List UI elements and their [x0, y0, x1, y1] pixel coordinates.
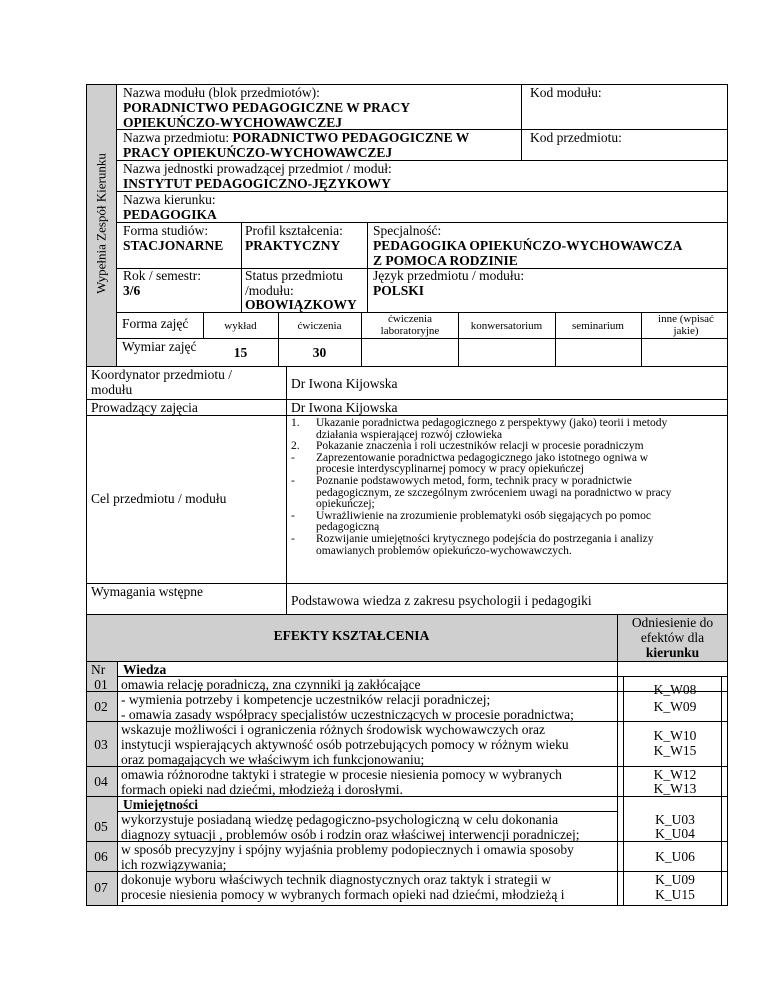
- effect-nr: 06: [94, 849, 108, 864]
- scope-value: 15: [233, 345, 248, 360]
- instructor-value: Dr Iwona Kijowska: [291, 400, 398, 415]
- effect-nr: 03: [94, 737, 108, 752]
- rule: [117, 661, 118, 906]
- goal-marker: 1.: [291, 417, 300, 429]
- class-header: seminarium: [572, 320, 624, 332]
- effect-nr: 04: [94, 774, 108, 789]
- specialty-label: Specjalność:: [373, 223, 442, 238]
- subject-label: Nazwa przedmiotu:: [123, 130, 230, 145]
- study-form-value: STACJONARNE: [123, 238, 224, 253]
- goal-text: pedagogiczną: [316, 521, 380, 534]
- study-form-label: Forma studiów:: [123, 223, 209, 238]
- rule: [116, 84, 117, 366]
- nr-label: Nr: [91, 662, 106, 677]
- effect-code: K_U04: [655, 826, 695, 841]
- effect-text: w sposób precyzyjny i spójny wyjaśnia problemy podopiecznych i omawia sposoby: [121, 842, 574, 857]
- rule: [521, 84, 522, 160]
- effects-title: EFEKTY KSZTAŁCENIA: [273, 628, 430, 643]
- effect-code: K_W13: [653, 781, 697, 796]
- rule: [617, 676, 727, 677]
- effect-code: K_W10: [653, 728, 697, 743]
- coordinator-label-line2: modułu: [91, 382, 133, 397]
- unit-label: Nazwa jednostki prowadzącej przedmiot / moduł:: [123, 161, 392, 176]
- year-value: 3/6: [123, 283, 141, 298]
- effect-text: wykorzystuje posiadaną wiedzę pedagogiczno-psychologiczną w celu dokonania: [121, 812, 559, 827]
- module-code-label: Kod modułu:: [530, 85, 602, 100]
- class-header: ćwiczenia laboratoryjne: [380, 313, 440, 337]
- effect-code: K_W15: [653, 743, 697, 758]
- rule: [641, 312, 642, 366]
- year-label: Rok / semestr:: [123, 268, 201, 283]
- rule: [241, 222, 242, 312]
- effect-text: wskazuje możliwości i ograniczenia różnych środowisk wychowawczych oraz: [121, 722, 545, 737]
- effect-nr: 01: [94, 677, 108, 692]
- status-value: OBOWIĄZKOWY: [245, 297, 357, 312]
- goal-text: pedagogicznym, ze szczególnym zwróceniem uwagi na poradnictwo w pracy: [316, 486, 672, 499]
- effect-text: oraz pomagających we właściwym ich funkcjonowaniu;: [121, 752, 425, 767]
- goal-marker: -: [291, 509, 295, 522]
- goal-text: Pokazanie znaczenia i roli uczestników relacji w procesie poradniczym: [316, 440, 644, 453]
- goal-text: opiekuńczej;: [316, 498, 375, 511]
- class-header: wykład: [224, 320, 257, 332]
- effect-code: K_W09: [653, 699, 697, 714]
- module-name-line2: OPIEKUŃCZO-WYCHOWAWCZEJ: [123, 115, 343, 130]
- module-label: Nazwa modułu (blok przedmiotów):: [123, 85, 320, 100]
- goal-text: procesie interdyscyplinarnej pomocy w pracy opiekuńczej: [316, 463, 584, 476]
- effect-code: K_U03: [655, 812, 695, 827]
- effect-nr: 05: [94, 819, 108, 834]
- scope-label: Wymiar zajęć: [122, 339, 197, 354]
- side-label: Wypełnia Zespół Kierunku: [93, 153, 109, 294]
- rule: [86, 415, 728, 416]
- rule: [86, 905, 728, 906]
- effect-text: - wymienia potrzeby i kompetencje uczestników relacji poradniczej;: [121, 692, 491, 707]
- subject-code-label: Kod przedmiotu:: [530, 130, 622, 145]
- effect-text: formach opieki nad dziećmi, młodzieżą i dorosłymi.: [121, 782, 403, 797]
- field-value: PEDAGOGIKA: [123, 207, 217, 222]
- coordinator-value: Dr Iwona Kijowska: [291, 376, 398, 391]
- ref-header-line2: efektów dla: [640, 630, 705, 645]
- coordinator-label-line1: Koordynator przedmiotu /: [91, 367, 232, 382]
- knowledge-label: Wiedza: [123, 662, 167, 677]
- class-form-label: Forma zajęć: [122, 316, 189, 331]
- effect-code: K_U09: [655, 872, 695, 887]
- subject-name-line2: PRACY OPIEKUŃCZO-WYCHOWAWCZEJ: [123, 145, 393, 160]
- goal-text: Uwrażliwienie na zrozumienie problematyki osób sięgających po pomoc: [316, 509, 651, 522]
- scope-value: 30: [312, 345, 327, 360]
- goal-item: [291, 418, 727, 441]
- effect-text: diagnozy sytuacji , problemów osób i rodzin oraz właściwej interwencji poradniczej;: [121, 827, 580, 842]
- goal-marker: -: [291, 451, 295, 464]
- goal-item: [291, 511, 727, 534]
- goal-list: [291, 418, 727, 557]
- rule: [367, 222, 368, 312]
- class-header: ćwiczenia: [297, 320, 342, 332]
- effect-nr: 07: [94, 880, 108, 895]
- skills-label: Umiejętności: [123, 797, 198, 812]
- rule: [361, 312, 362, 366]
- subject-row: [123, 130, 469, 145]
- effect-text: ich rozwiązywania;: [121, 857, 227, 872]
- requirements-label: Wymagania wstępne: [91, 584, 204, 599]
- effect-text: - omawia zasady współpracy specjalistów uczestniczących w procesie poradnictwa;: [121, 707, 574, 722]
- requirements-value: Podstawowa wiedza z zakresu psychologii i pedagogiki: [291, 593, 592, 608]
- effect-code: K_U15: [655, 887, 695, 902]
- field-label: Nazwa kierunku:: [123, 192, 216, 207]
- goal-text: omawianych problemów opiekuńczo-wychowawczych.: [316, 544, 572, 557]
- effect-text: omawia różnorodne taktyki i strategie w procesie niesienia pomocy w wybranych: [121, 767, 562, 782]
- rule: [116, 338, 728, 339]
- goal-marker: -: [291, 474, 295, 487]
- effect-text: instytucji wspierających aktywność osób potrzebujących pomocy w różnym wieku: [121, 737, 569, 752]
- effect-code: K_W12: [653, 767, 697, 782]
- goal-label: Cel przedmiotu / modułu: [91, 491, 227, 506]
- status-label-line1: Status przedmiotu: [245, 268, 343, 283]
- goal-marker: -: [291, 532, 295, 545]
- class-header: inne (wpisać jakie): [658, 313, 714, 337]
- language-label: Język przedmiotu / modułu:: [373, 268, 525, 283]
- goal-text: działania wspierającej rozwój człowieka: [316, 428, 503, 441]
- effect-text: procesie niesienia pomocy w wybranych formach opieki nad dziećmi, młodzieżą i: [121, 887, 565, 902]
- ref-header-line1: Odniesienie do: [631, 615, 714, 630]
- class-header: konwersatorium: [470, 320, 543, 332]
- goal-text: Rozwijanie umiejętności krytycznego podejścia do postrzegania i analizy: [316, 532, 654, 545]
- effect-text: omawia relację poradniczą, zna czynniki ją zakłócające: [121, 677, 421, 692]
- profile-label: Profil kształcenia:: [245, 223, 343, 238]
- specialty-value-line2: Z POMOCA RODZINIE: [373, 253, 518, 268]
- effect-code: K_W08: [653, 682, 697, 697]
- goal-text: Zaprezentowanie poradnictwa pedagogicznego jako istotnego ogniwa w: [316, 451, 649, 464]
- effect-code: K_U06: [655, 849, 695, 864]
- effect-text: dokonuje wyboru właściwych technik diagnostycznych oraz taktyk i strategii w: [121, 872, 552, 887]
- goal-item: [291, 534, 727, 557]
- rule: [86, 661, 728, 662]
- rule: [727, 84, 728, 906]
- language-value: POLSKI: [373, 283, 425, 298]
- goal-item: [291, 453, 727, 476]
- goal-text: Ukazanie poradnictwa pedagogicznego z perspektywy (jako) teorii i metody: [316, 417, 668, 429]
- specialty-value-line1: PEDAGOGIKA OPIEKUŃCZO-WYCHOWAWCZA: [373, 238, 683, 253]
- subject-name-line1: PORADNICTWO PEDAGOGICZNE W: [232, 130, 470, 145]
- rule: [286, 366, 287, 614]
- profile-value: PRAKTYCZNY: [245, 238, 341, 253]
- ref-header-line3: kierunku: [645, 645, 700, 660]
- unit-value: INSTYTUT PEDAGOGICZNO-JĘZYKOWY: [123, 176, 391, 191]
- goal-marker: 2.: [291, 440, 300, 453]
- instructor-label: Prowadzący zajęcia: [91, 400, 198, 415]
- module-name-line1: PORADNICTWO PEDAGOGICZNE W PRACY: [123, 100, 411, 115]
- effect-nr: 02: [94, 699, 108, 714]
- goal-text: Poznanie podstawowych metod, form, technik pracy w poradnictwie: [316, 474, 632, 487]
- status-label-line2: /modułu:: [245, 283, 294, 298]
- goal-item: [291, 476, 727, 511]
